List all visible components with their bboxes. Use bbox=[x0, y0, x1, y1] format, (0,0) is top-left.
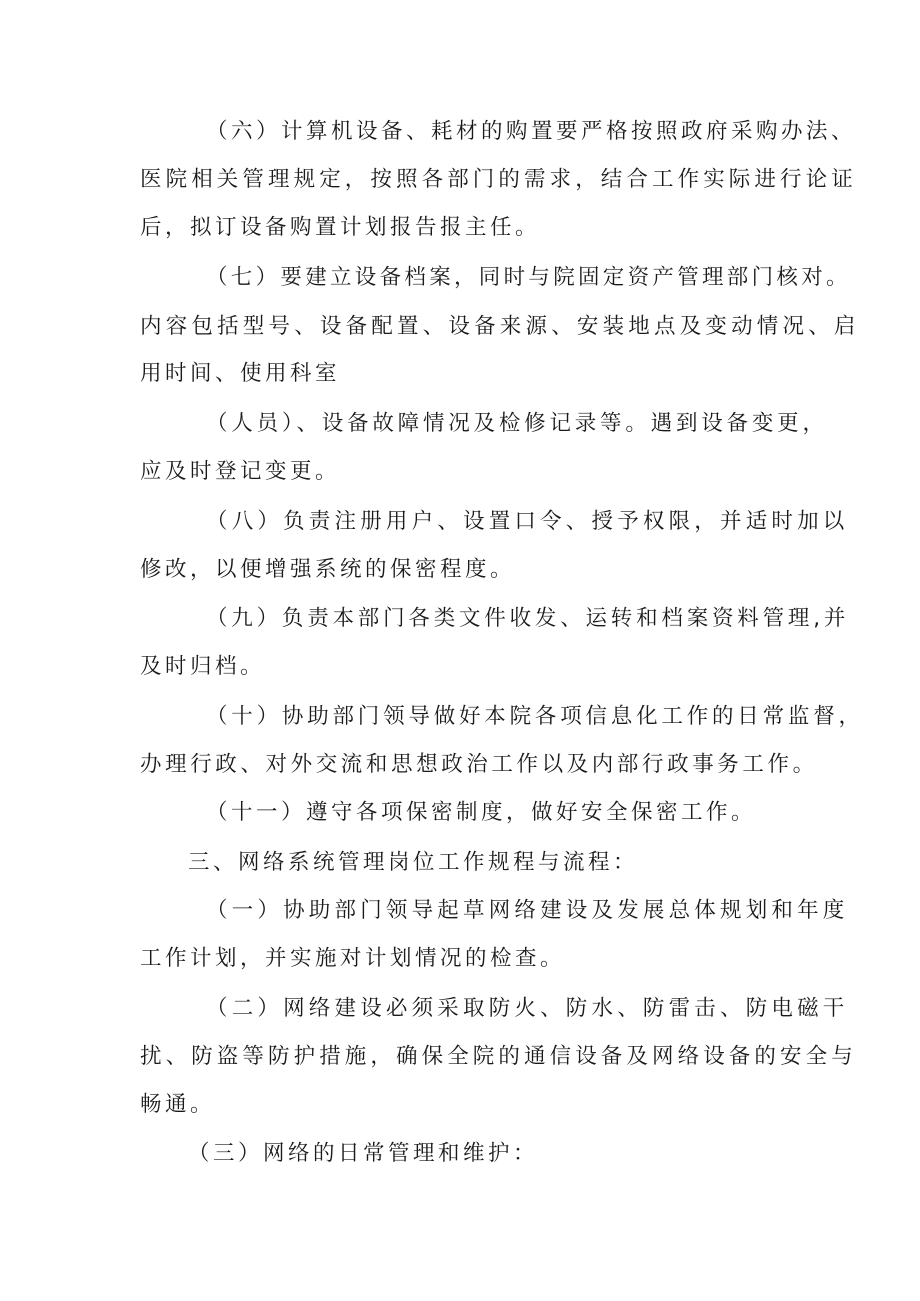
text-line: （十一）遵守各项保密制度，做好安全保密工作。 bbox=[206, 800, 757, 825]
text-line: 内容包括型号、设备配置、设备来源、安装地点及变动情况、启 bbox=[140, 314, 860, 339]
text-line: （三）网络的日常管理和维护： bbox=[188, 1141, 539, 1166]
text-line: 用时间、使用科室 bbox=[140, 361, 341, 386]
text-line: （二）网络建设必须采取防火、防水、防雷击、防电磁干 bbox=[206, 996, 849, 1021]
text-line: （一）协助部门领导起草网络建设及发展总体规划和年度 bbox=[206, 898, 849, 923]
text-line: 畅通。 bbox=[140, 1092, 216, 1117]
text-line: （七）要建立设备档案，同时与院固定资产管理部门核对。 bbox=[206, 265, 851, 290]
text-line: 应及时登记变更。 bbox=[140, 459, 341, 484]
text-line: （人员）、设备故障情况及检修记录等。遇到设备变更， bbox=[206, 411, 828, 436]
text-line: （十）协助部门领导做好本院各项信息化工作的日常监督， bbox=[206, 704, 864, 729]
section-heading: 三、网络系统管理岗位工作规程与流程： bbox=[188, 850, 639, 875]
text-line: 后，拟订设备购置计划报告报主任。 bbox=[140, 215, 541, 240]
text-line: 扰、防盗等防护措施，确保全院的通信设备及网络设备的安全与 bbox=[140, 1044, 857, 1069]
text-line: 及时归档。 bbox=[140, 654, 266, 679]
text-line: （六）计算机设备、耗材的购置要严格按照政府采购办法、 bbox=[206, 119, 857, 144]
text-line: 修改，以便增强系统的保密程度。 bbox=[140, 557, 516, 582]
text-line: 医院相关管理规定，按照各部门的需求，结合工作实际进行论证 bbox=[140, 167, 857, 192]
text-line: 办理行政、对外交流和思想政治工作以及内部行政事务工作。 bbox=[140, 752, 818, 777]
text-line: 工作计划，并实施对计划情况的检查。 bbox=[140, 946, 566, 971]
text-line: （九）负责本部门各类文件收发、运转和档案资料管理,并 bbox=[206, 606, 850, 631]
text-line: （八）负责注册用户、设置口令、授予权限，并适时加以 bbox=[206, 509, 849, 534]
